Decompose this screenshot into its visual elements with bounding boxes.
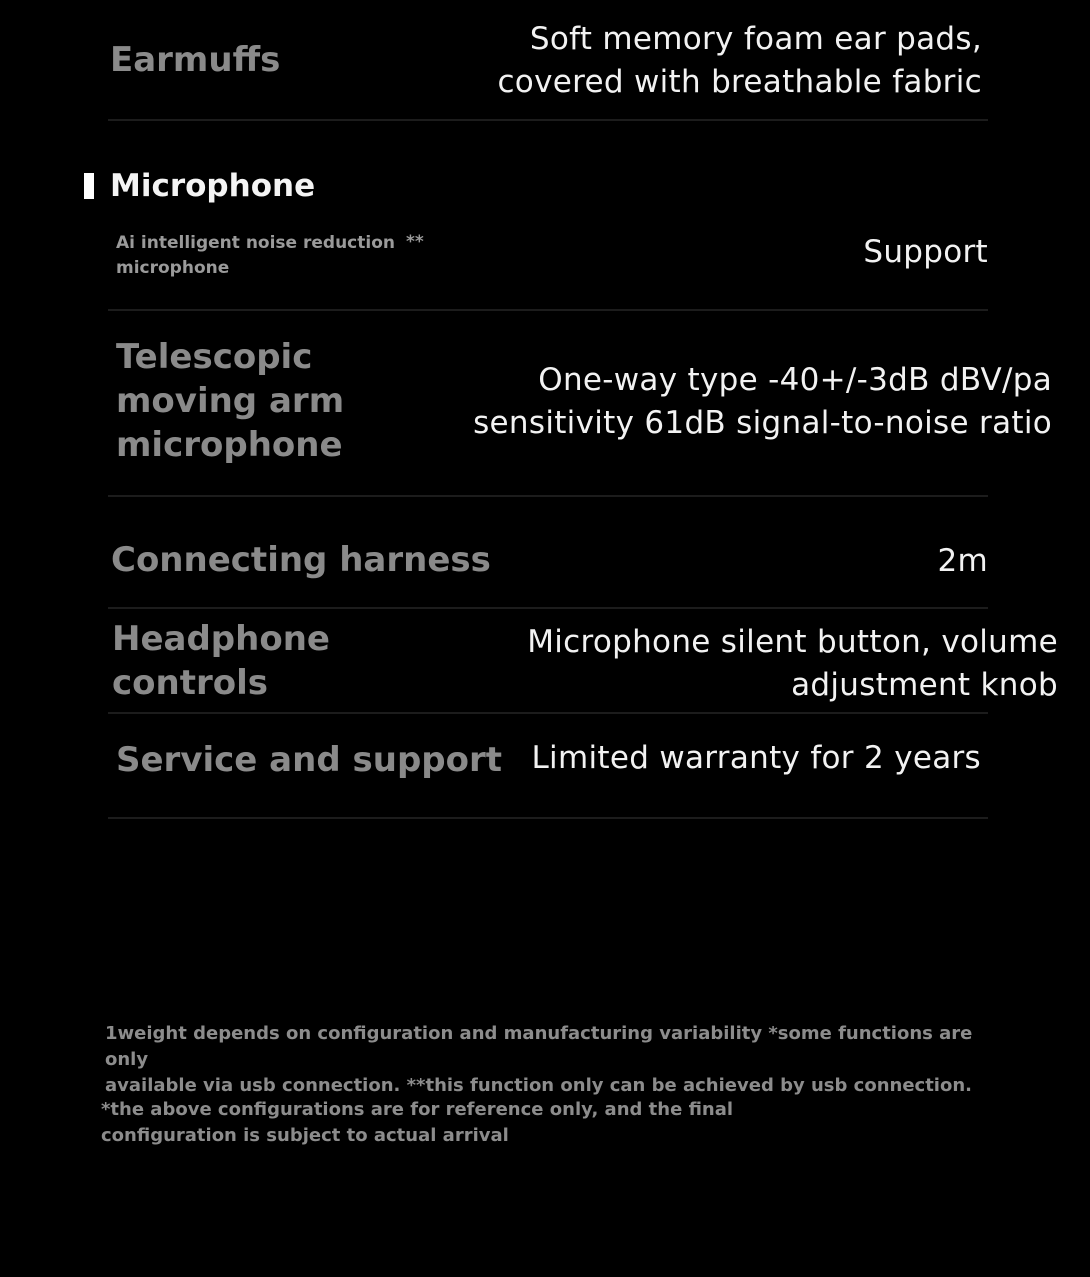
controls-value (458, 621, 1058, 707)
controls-label-line-2: controls (112, 663, 268, 703)
ai-noise-label (116, 231, 395, 281)
ai-noise-label-line-1: Ai intelligent noise reduction (116, 233, 395, 253)
earmuffs-label: Earmuffs (110, 40, 281, 80)
service-label: Service and support (116, 740, 503, 780)
ai-noise-label-line-2: microphone (116, 258, 230, 278)
controls-label (112, 617, 330, 705)
telescopic-label (116, 335, 344, 467)
section-title-microphone: Microphone (110, 168, 316, 204)
section-marker (84, 173, 94, 199)
footnote-reference-line-1: *the above configurations are for reference only, and the final (101, 1099, 734, 1120)
earmuffs-value (422, 18, 982, 104)
usb-only-marker: ** (406, 232, 424, 252)
footnote-reference-line-2: configuration is subject to actual arrival (101, 1125, 509, 1146)
harness-label: Connecting harness (111, 540, 491, 580)
footnote-reference (101, 1097, 1001, 1149)
controls-label-line-1: Headphone (112, 619, 330, 659)
telescopic-value-line-1: One-way type -40+/-3dB dBV/pa (538, 362, 1052, 398)
controls-value-line-1: Microphone silent button, volume (527, 624, 1058, 660)
divider (108, 119, 988, 121)
divider (108, 712, 988, 714)
footnote-usb (105, 1021, 1005, 1099)
footnote-usb-line-2: available via usb connection. **this function only can be achieved by usb connection. (105, 1075, 972, 1096)
earmuffs-value-line-2: covered with breathable fabric (497, 64, 982, 100)
telescopic-label-line-1: Telescopic (116, 337, 313, 377)
telescopic-label-line-2: moving arm (116, 381, 345, 421)
divider (108, 607, 988, 609)
telescopic-label-line-3: microphone (116, 425, 343, 465)
footnote-usb-line-1: 1weight depends on configuration and manufacturing variability *some functions are only (105, 1023, 973, 1070)
service-value: Limited warranty for 2 years (531, 740, 981, 776)
divider (108, 309, 988, 311)
earmuffs-value-line-1: Soft memory foam ear pads, (529, 21, 982, 57)
divider (108, 817, 988, 819)
harness-value: 2m (937, 543, 988, 579)
telescopic-value-line-2: sensitivity 61dB signal-to-noise ratio (473, 405, 1052, 441)
controls-value-line-2: adjustment knob (791, 667, 1058, 703)
ai-noise-value: Support (863, 234, 988, 270)
telescopic-value (432, 359, 1052, 445)
divider (108, 495, 988, 497)
